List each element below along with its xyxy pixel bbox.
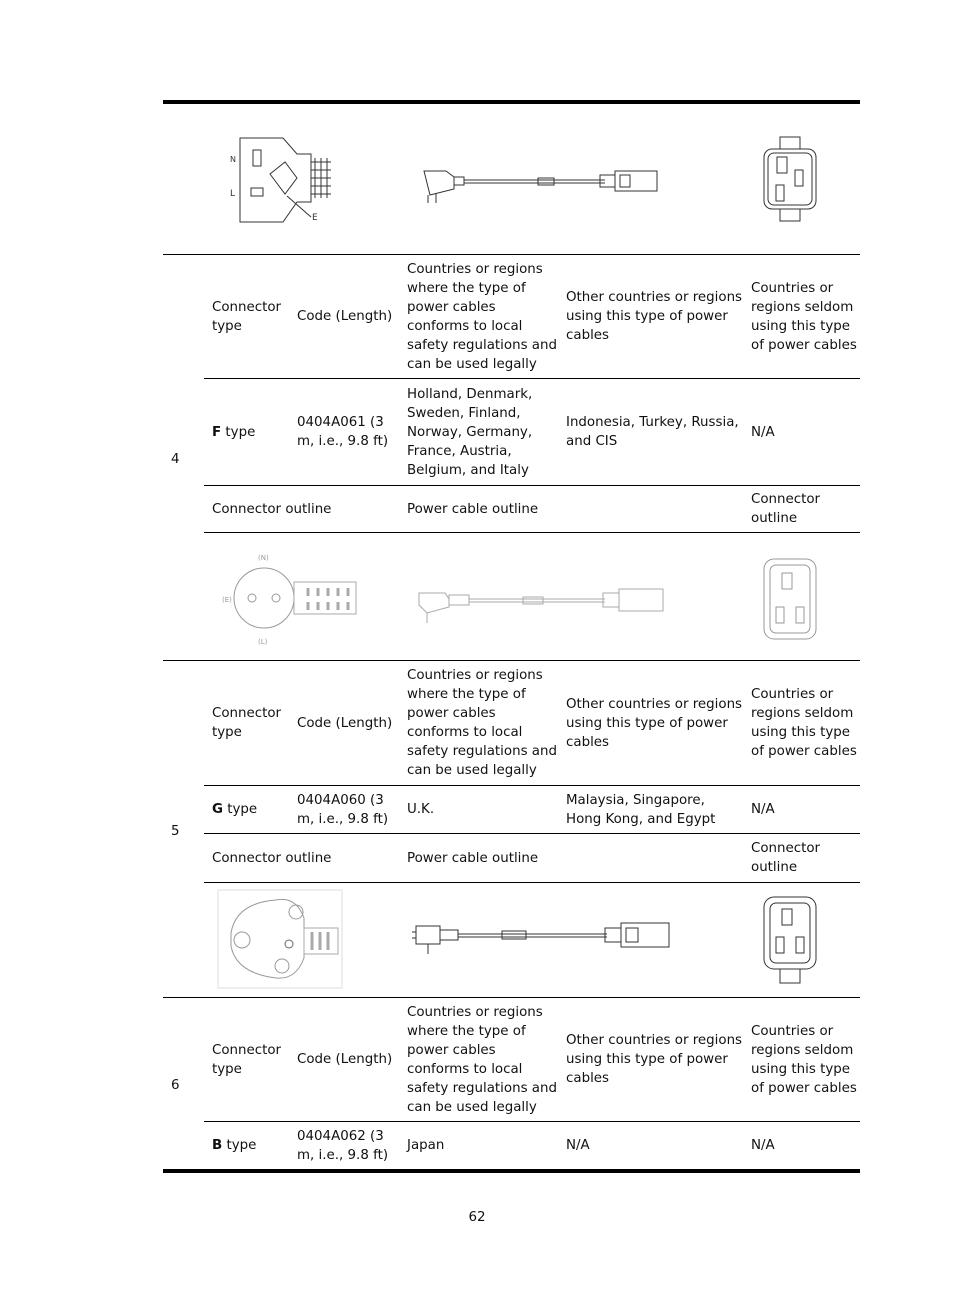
code-cell: 0404A060 (3 m, i.e., 9.8 ft)	[297, 792, 389, 827]
connector-outline-figure	[225, 132, 335, 227]
header-countries-other: Other countries or regions using this type of power cables	[566, 696, 743, 750]
row-divider	[204, 532, 860, 533]
power-cable-outline-figure	[420, 165, 660, 205]
g-type-connector-face-figure	[760, 893, 820, 988]
label-e-paren: (E)	[222, 596, 232, 604]
connector-face-figure	[760, 135, 820, 225]
label-l-paren: (L)	[258, 638, 268, 646]
type-letter: G	[212, 802, 223, 817]
row-divider	[204, 882, 860, 883]
type-suffix: type	[223, 802, 258, 817]
connector-outline-right-label: Connector outline	[751, 841, 821, 875]
legal-countries-cell: U.K.	[407, 802, 435, 817]
g-type-power-cable-figure	[412, 920, 672, 956]
f-type-power-cable-figure	[415, 585, 665, 625]
g-type-connector-figure	[216, 888, 346, 990]
seldom-countries-cell: N/A	[751, 1138, 775, 1153]
label-n-paren: (N)	[258, 554, 269, 562]
header-connector-type: Connector type	[212, 706, 282, 740]
other-countries-cell: Indonesia, Turkey, Russia, and CIS	[566, 415, 739, 449]
connector-type-cell	[212, 786, 257, 833]
header-countries-seldom: Countries or regions seldom using this type of power cables	[751, 1023, 857, 1096]
type-letter: B	[212, 1138, 223, 1153]
legal-countries-cell: Holland, Denmark, Sweden, Finland, Norway, Germany, France, Austria, Belgium, and Italy	[407, 386, 533, 478]
seldom-countries-cell: N/A	[751, 802, 775, 817]
header-countries-other: Other countries or regions using this type of power cables	[566, 1033, 743, 1086]
legal-countries-cell: Japan	[407, 1138, 445, 1153]
code-cell: 0404A061 (3 m, i.e., 9.8 ft)	[297, 415, 389, 449]
header-countries-seldom: Countries or regions seldom using this type of power cables	[751, 280, 857, 353]
row-number: 5	[171, 824, 180, 839]
header-countries-seldom: Countries or regions seldom using this type of power cables	[751, 687, 857, 759]
row-number: 4	[171, 452, 180, 467]
connector-outline-label: Connector outline	[212, 850, 332, 866]
power-cable-outline-label: Power cable outline	[407, 501, 539, 517]
other-countries-cell: N/A	[566, 1138, 590, 1153]
page-number: 62	[468, 1210, 486, 1225]
other-countries-cell: Malaysia, Singapore, Hong Kong, and Egypt	[566, 792, 716, 827]
seldom-countries-cell: N/A	[751, 424, 775, 440]
header-code-length: Code (Length)	[297, 1052, 393, 1067]
connector-outline-label: Connector outline	[212, 501, 332, 517]
header-countries-legal: Countries or regions where the type of power cables conforms to local safety regulations and can be used legally	[407, 1004, 558, 1115]
label-e: E	[312, 213, 318, 223]
header-countries-legal: Countries or regions where the type of power cables conforms to local safety regulations and can be used legally	[407, 261, 558, 372]
code-cell: 0404A062 (3 m, i.e., 9.8 ft)	[297, 1128, 389, 1163]
table-top-rule	[163, 100, 860, 104]
connector-type-cell	[212, 1122, 256, 1169]
table-bottom-rule	[163, 1169, 860, 1173]
label-l: L	[230, 189, 236, 199]
f-type-connector-figure	[222, 548, 362, 648]
header-code-length: Code (Length)	[297, 715, 393, 731]
header-code-length: Code (Length)	[297, 309, 393, 324]
header-countries-legal: Countries or regions where the type of power cables conforms to local safety regulations and can be used legally	[407, 668, 558, 778]
connector-type-cell	[212, 379, 255, 485]
label-n: N	[230, 155, 236, 164]
f-type-connector-face-figure	[760, 555, 820, 645]
type-suffix: type	[221, 424, 256, 440]
header-connector-type: Connector type	[212, 1042, 282, 1077]
power-cable-outline-label: Power cable outline	[407, 850, 539, 866]
type-suffix: type	[222, 1138, 257, 1153]
header-countries-other: Other countries or regions using this type of power cables	[566, 290, 743, 343]
header-connector-type: Connector type	[212, 299, 282, 334]
row-number: 6	[171, 1078, 180, 1093]
type-letter: F	[212, 424, 222, 440]
connector-outline-right-label: Connector outline	[751, 492, 821, 526]
